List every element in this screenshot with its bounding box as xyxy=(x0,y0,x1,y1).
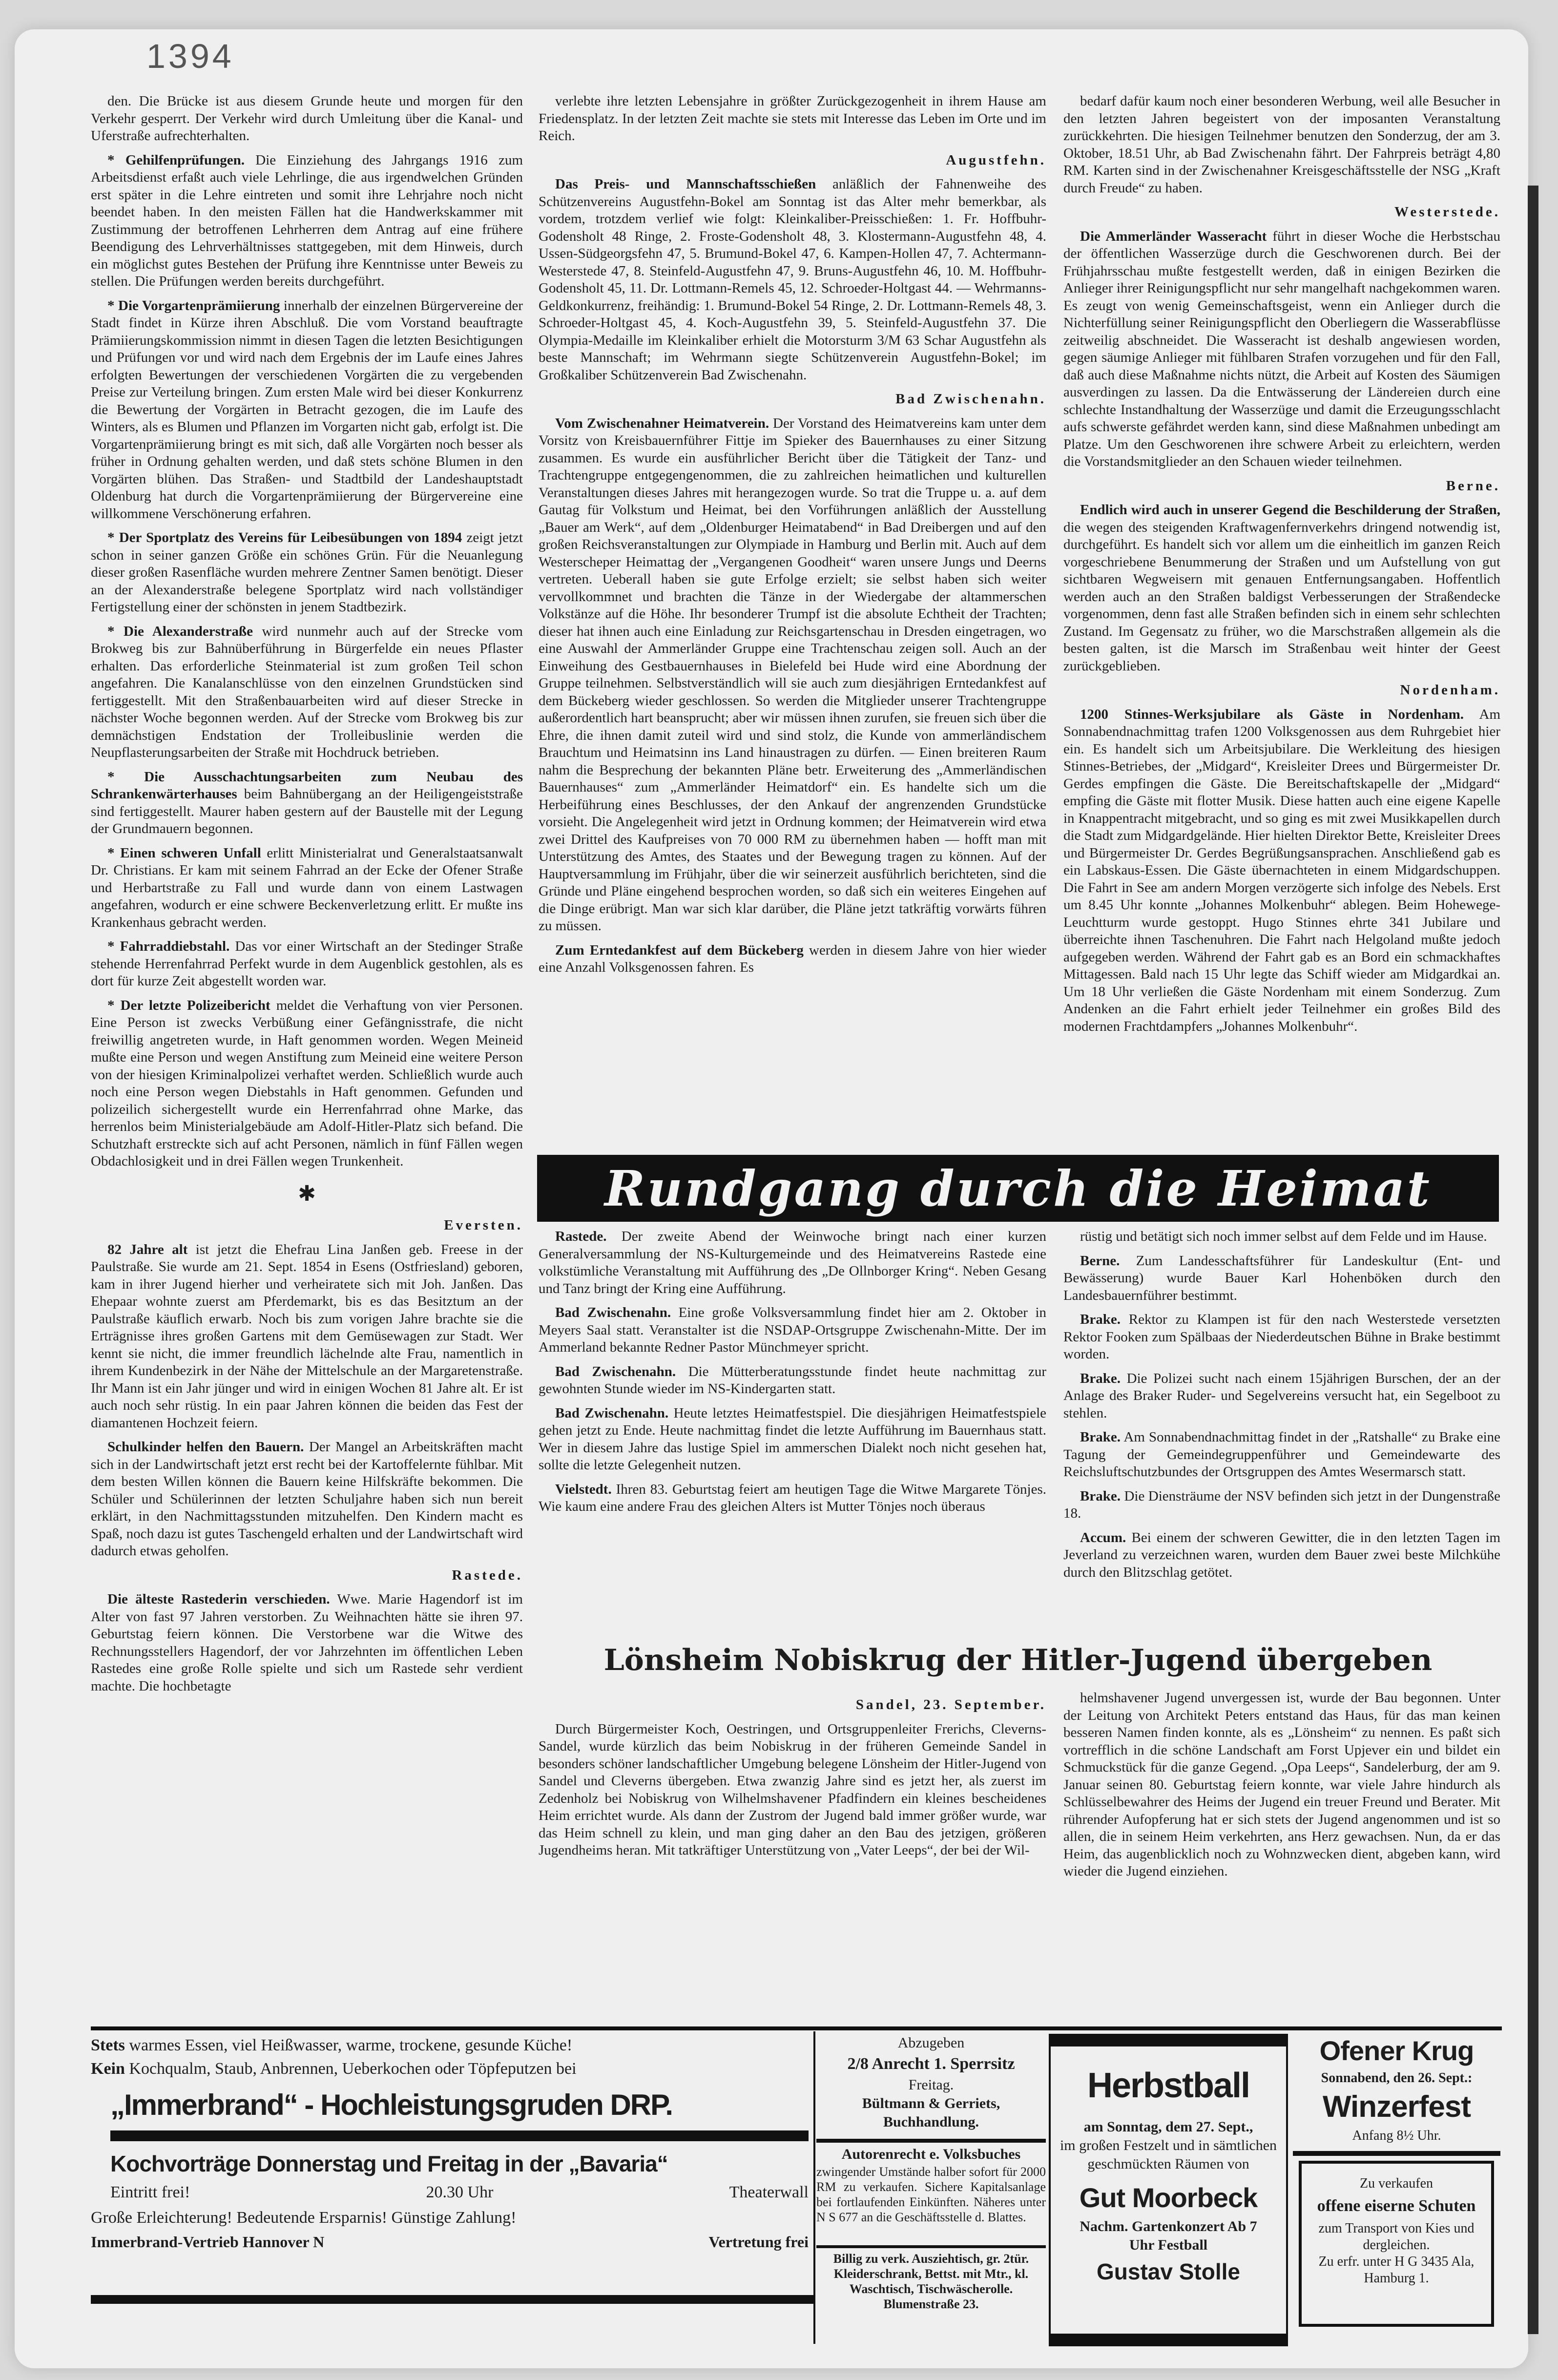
ad-schuten xyxy=(1299,2161,1494,2327)
middle-column-top xyxy=(539,93,1046,1148)
paragraph-text: Der zweite Abend der Weinwoche bringt nach einer kurzen Generalversammlung der NS-Kulturgemeinde und des Heimatvereins Rastede eine volkstümliche Veranstaltung mit Aufführung des „De Ollnborger Kring“. Neben Gesang und Tanz bringt der Kring eine Aufführung. xyxy=(539,1229,1046,1296)
paragraph-lead: Bad Zwischenahn. xyxy=(555,1405,669,1421)
ad-immerbrand xyxy=(91,2034,809,2252)
paragraph-text: Zum Landesschaftsführer für Landeskultur (Ent- und Bewässerung) wurde Bauer Karl Hohenböken durch den Landesbauernführer bestimmt. xyxy=(1063,1253,1500,1303)
paragraph-lead: Die Ammerländer Wasseracht xyxy=(1080,228,1267,244)
section-heading: Berne. xyxy=(1446,478,1500,494)
ad-date: Sonnabend, den 26. Sept.: xyxy=(1321,2070,1473,2086)
paragraph-text: Die Diensträume der NSV befinden sich jetzt in der Dungenstraße 18. xyxy=(1063,1488,1500,1521)
middle-column-bottom xyxy=(539,1690,1046,2019)
section-banner xyxy=(537,1155,1499,1222)
paragraph-text: Eine große Volksversammlung findet hier am 2. Oktober in Meyers Saal statt. Veranstalter ist die NSDAP-Ortsgruppe Zwischenahn-Mitte. Der im Ammerland bekannte Redner Pastor Münchmeyer spricht. xyxy=(539,1305,1046,1355)
paragraph-text: Der Mangel an Arbeitskräften macht sich in der Landwirtschaft jetzt erst recht bei der Kartoffelernte fühlbar. Mit dem besten Willen können die Bauern keine Hilfskräfte bekommen. Die Schüler und Schülerinnen der letzten Schuljahre haben sich nun bereit erklärt, in den Nachmittagsstunden mitzuhelfen. Den Kindern macht es Spaß, noch dazu ist gutes Taschengeld erhalten und der Landwirtschaft wird dadurch etwas geholfen. xyxy=(91,1439,523,1559)
section-heading: Rastede. xyxy=(452,1567,523,1583)
separator-asterisk: ✱ xyxy=(298,1181,316,1206)
section-heading: Eversten. xyxy=(444,1217,523,1233)
article-paragraph xyxy=(91,769,523,838)
ad-event: Winzerfest xyxy=(1323,2090,1471,2124)
ad-text: zwingender Umstände halber sofort für 2000 RM zu verkaufen. Sichere Kapitalsanlage bei fortlaufenden Einkünften. Näheres unter N S 677 an die Geschäftsstelle d. Blattes. xyxy=(816,2165,1046,2224)
ad-slogan: Große Erleichterung! Bedeutende Ersparnis! Günstige Zahlung! xyxy=(91,2209,517,2227)
paragraph-text: helmshavener Jugend unvergessen ist, wurde der Bau begonnen. Unter der Leitung von Architekt Peters entstand das Haus, für das man keinen besseren Namen finden konnte, als es „Lönsheim“ zu nennen. Es paßt sich vortrefflich in die schöne Landschaft am Forst Upjever ein und bildet ein Schmuckstück für die ganze Gegend. „Opa Leeps“, Sandelerburg, der am 9. Januar seinen 80. Geburtstag feiern konnte, war viele Jahre hindurch als Schlüsselbewahrer des Heims der Jugend ein treuer Freund und Berater. Mit rührender Aufopferung hat er sich stets der Jugend angenommen und ist so allen, die in seinem Heim verkehrten, ans Herz gewachsen. Nun, da er das Heim, das augenblicklich noch zu Wohnzwecken dient, abgeben kann, wird wieder die Jugend einziehen. xyxy=(1063,1690,1500,1879)
paragraph-lead: 82 Jahre alt xyxy=(107,1241,188,1257)
right-column-bottom xyxy=(1063,1690,1500,2019)
paragraph-lead: Endlich wird auch in unserer Gegend die Beschilderung der Straßen, xyxy=(1080,502,1500,518)
article-paragraph xyxy=(539,942,1046,977)
paragraph-lead: * Die Ausschachtungsarbeiten zum Neubau des Schrankenwärterhauses xyxy=(91,769,523,802)
ad-lead-kein: Kein xyxy=(91,2060,125,2078)
paragraph-lead: * Der letzte Polizeibericht xyxy=(107,997,270,1013)
paragraph-text: Wwe. Marie Hagendorf ist im Alter von fast 97 Jahren verstorben. Zu Weihnachten hätte sie ihren 97. Geburtstag feiern können. Die Verstorbene war die Witwe des Rechnungsstellers Hagendorf, der vor Jahrzehnten im öffentlichen Leben Rastedes eine große Rolle spielte und sich um Rastede sehr verdient machte. Die hochbetagte xyxy=(91,1591,523,1694)
paragraph-text: Ihren 83. Geburtstag feiert am heutigen Tage die Witwe Margarete Tönjes. Wie kaum eine andere Frau des gleichen Alters ist Mutter Tönjes noch überaus xyxy=(539,1481,1046,1514)
paragraph-text: innerhalb der einzelnen Bürgervereine der Stadt findet in Kürze ihren Abschluß. Die vom Vorstand beauftragte Prämiierungskommission nimmt in diesen Tagen die letzten Besichtigungen und Prüfungen vor und wird nach dem Ergebnis der im Laufe eines Jahres erfolgten Bewertungen der verschiedenen Vorgärten die zu vergebenden Preise zur Verteilung bringen. Zum ersten Male wird bei dieser Konkurrenz die Bewertung der Vorgärten in Betracht gezogen, die im Laufe des Winters, als es Blumen und Pflanzen im Vorgarten nicht gab, erfolgt ist. Die Vorgartenprämiierung bringt es mit sich, daß alle Vorgärten noch besser als früher in Ordnung gehalten werden, und daß stets schöne Blumen in den Vorgärten blühen. Das Straßen- und Stadtbild der Landeshauptstadt Oldenburg hat durch die Vorgartenprämiierung der Bürgervereine eine willkommene Verschönerung erfahren. xyxy=(91,297,523,522)
article-paragraph xyxy=(1063,93,1500,197)
ad-seller: Bültmann & Gerriets, Buchhandlung. xyxy=(862,2095,1000,2130)
ad-rule xyxy=(816,2245,1046,2248)
article-paragraph xyxy=(539,176,1046,384)
paragraph-lead: Zum Erntedankfest auf dem Bückeberg xyxy=(555,942,804,958)
ad-title: Ofener Krug xyxy=(1319,2035,1474,2066)
ad-line: Kochqualm, Staub, Anbrennen, Ueberkochen oder Töpfeputzen bei xyxy=(129,2060,577,2078)
paragraph-lead: * Der Sportplatz des Vereins für Leibesübungen von 1894 xyxy=(107,530,462,545)
ad-billig xyxy=(816,2251,1046,2312)
paragraph-text: bedarf dafür kaum noch einer besonderen Werbung, weil alle Besucher in den letzten Jahren begeistert von der imposanten Veranstaltung zurückkehrten. Die hiesigen Teilnehmer benutzen den Sonderzug, der am 3. Oktober, 18.51 Uhr, ab Bad Zwischenahn fährt. Der Fahrpreis beträgt 4,80 RM. Karten sind in der Zwischenahner Kreisgeschäftsstelle der NSG „Kraft durch Freude“ zu haben. xyxy=(1063,93,1500,196)
ad-venue: Gut Moorbeck xyxy=(1079,2182,1258,2213)
ads-bottom-rule xyxy=(91,2295,813,2304)
paragraph-lead: Accum. xyxy=(1080,1529,1126,1545)
ad-company: Immerbrand-Vertrieb Hannover N xyxy=(91,2233,325,2251)
ad-line: warmes Essen, viel Heißwasser, warme, trockene, gesunde Küche! xyxy=(129,2036,573,2054)
ad-title: „Immerbrand“ - Hochleistungsgruden DRP. xyxy=(110,2088,673,2121)
paragraph-lead: Das Preis- und Mannschaftsschießen xyxy=(555,176,816,192)
ad-herbstball xyxy=(1049,2034,1288,2346)
right-column-mid xyxy=(1063,1228,1500,1624)
article-paragraph xyxy=(91,1591,523,1695)
paragraph-text: Der Vorstand des Heimatvereins kam unter dem Vorsitz von Kreisbauernführer Fittje im Spieker des Bauernhauses zu einer Sitzung zusammen. Es wurde ein ausführlicher Bericht über die Tätigkeit der Tanz- und Trachtengruppe entgegengenommen, die zu zahlreichen heimatlichen und kulturellen Veranstaltungen dieses Jahres mit herangezogen wurde. So trat die Truppe u. a. auf dem Gautag für Volkstum und Heimat, bei den Vorführungen anläßlich der Ausstellung „Bauer am Werk“, auf dem „Oldenburger Heimatabend“ in Bad Dreibergen und auf den großen Reichsveranstaltungen zur Olympiade in Hamburg und Berlin mit. Auch auf dem Westerscheper Heimattag der „Vergangenen Goodheit“ waren unsere Jungs und Deerns vertreten. Ueberall haben sie gute Erfolge erzielt; sie selbst haben sich weiter vervollkommnet und brachten die Tänze in der Wiedergabe der altammerschen Volkstänze auf die Höhe. Ihr besonderer Trumpf ist die absolute Echtheit der Trachten; dieser hat ihnen auch eine Einladung zur Reichsgartenschau in Dresden eingetragen, wo eine Auswahl der Ammerländer Gruppe eine Trachtenschau zeigen soll. Auch an der Einweihung des Gestbauernhauses in Bielefeld bei Hude wird eine Abordnung der Gruppe teilnehmen. Selbstverständlich will sie auch zum diesjährigen Erntedankfest auf dem Bückeberg wieder geschlossen. So werden die Mitglieder unserer Trachtengruppe außerordentlich hart beansprucht; aber wir müssen ihnen zurufen, sie freuen sich über die Ehre, die ihnen damit zuteil wird und sind stolz, die Kunde von ammerländischem Brauchtum und Heimatsinn ins Land hinaustragen zu dürfen. — Einen breiteren Raum nahm die Besprechung der bekannten Pläne betr. Erweiterung des „Ammerländischen Bauernhauses“ zum „Ammerländer Heimatdorf“ ein. Es handelte sich um die Herbeiführung eines Beschlusses, der den Ankauf der angrenzenden Grundstücke vorsieht. Die Angelegenheit wird jetzt in Ordnung kommen; der Heimatverein wird etwa zwei Drittel des Kaufpreises von 70 000 RM zu übernehmen haben — hofft man mit Unterstützung des Amtes, des Staates und der Bewegung tragen zu können. Auf der Hauptversammlung im Frühjahr, über die wir seinerzeit ausführlich berichteten, sind die Gründe und Pläne eingehend besprochen worden, so daß sich ein weiteres Eingehen auf die Dinge erübrigt. Man war sich klar darüber, die Pläne jetzt tatkräftig vorwärts führen zu müssen. xyxy=(539,415,1046,934)
ad-place: im großen Festzelt und in sämtlichen geschmückten Räumen von xyxy=(1059,2137,1277,2172)
paragraph-text: Die Einziehung des Jahrgangs 1916 zum Arbeitsdienst erfaßt auch viele Lehrlinge, die aus irgendwelchen Gründen erst später in die Lehre eintreten und somit ihre Lehrjahre noch nicht beendet haben. In den meisten Fällen hat die Handwerkskammer mit Zustimmung der betroffenen Lehrherren dem Antrag auf eine frühere Beendigung des Lehrverhältnisses stattgegeben, mit dem Hinweis, durch ein möglichst gutes Bestehen der Prüfung ihre Kenntnisse unter Beweis zu stellen. Die Prüfungen werden bereits durchgeführt. xyxy=(91,152,523,289)
paragraph-lead: Brake. xyxy=(1080,1312,1121,1327)
section-heading: Bad Zwischenahn. xyxy=(895,391,1046,407)
article-paragraph xyxy=(539,1363,1046,1398)
paragraph-text: Rektor zu Klampen ist für den nach Westerstede versetzten Rektor Fooken zum Spälbaas der Niederdeutschen Bühne in Brake bestimmt worden. xyxy=(1063,1312,1500,1362)
ad-title: Autorenrecht e. Volksbuches xyxy=(841,2146,1021,2162)
article-paragraph xyxy=(91,623,523,762)
article-paragraph xyxy=(91,1439,523,1560)
ad-text: zum Transport von Kies und dergleichen. xyxy=(1318,2221,1475,2253)
paragraph-text: Heute letztes Heimatfestspiel. Die diesjährigen Heimatfestspiele gehen jetzt zu Ende. Heute nachmittag findet die letzte Aufführung im Bauernhaus statt. Wer in diesem Jahre das lustige Spiel im ammerschen Dialekt noch nicht gesehen hat, sollte die letzte Gelegenheit nutzen. xyxy=(539,1405,1046,1473)
ad-separator xyxy=(813,2031,815,2344)
article-headline: Lönsheim Nobiskrug der Hitler-Jugend übergeben xyxy=(603,1643,1433,1677)
ad-bar xyxy=(1051,2334,1286,2346)
ad-bar xyxy=(1051,2034,1286,2046)
article-paragraph xyxy=(91,297,523,523)
paragraph-text: die wegen des steigenden Kraftwagenfernverkehrs dringend notwendig ist, durchgeführt. Es handelt sich vor allem um die einheitlich im ganzen Reich vorgeschriebene Benummerung der Straßen und um Aufstellung von gut sichtbaren Wegweisern mit genauen Entfernungsangaben. Hoffentlich werden auch an den Straßen baldigst Verbesserungen der Straßendecke vorgenommen, denn fast alle Straßen befinden sich in einem sehr schlechten Zustand. Im Gegensatz zu früher, wo die Marschstraßen allgemein als die besten galten, ist die Marsch im Straßenbau weit hinter der Geest zurückgeblieben. xyxy=(1063,519,1500,674)
paragraph-text: meldet die Verhaftung von vier Personen. Eine Person ist zwecks Verbüßung einer Gefängnisstrafe, die nicht freiwillig angetreten wurde, in Haft genommen worden. Wegen Meineid mußte eine Person und wegen Anstiftung zum Meineid eine weitere Person von der hiesigen Kriminalpolizei verhaftet werden. Schließlich wurde auch noch eine Person wegen Diebstahls in Haft genommen. Gefunden und polizeilich sichergestellt wurde ein Herrenfahrrad ohne Marke, das herrenlos beim Ministerialgebäude am Adolf-Hitler-Platz sich befand. Die Schutzhaft erstreckte sich auf acht Personen, nämlich in fünf Fällen wegen Obdachlosigkeit und in drei Fällen wegen Trunkenheit. xyxy=(91,997,523,1169)
article-paragraph xyxy=(91,529,523,616)
article-paragraph xyxy=(1063,1529,1500,1582)
ad-rule xyxy=(816,2139,1046,2143)
article-paragraph xyxy=(1063,1311,1500,1363)
section-heading: Augustfehn. xyxy=(946,152,1046,168)
article-paragraph xyxy=(539,1405,1046,1474)
ad-day: Freitag. xyxy=(908,2077,954,2093)
article-paragraph xyxy=(91,938,523,990)
ad-subtitle: Kochvorträge Donnerstag und Freitag in der „Bavaria“ xyxy=(110,2151,668,2176)
article-paragraph xyxy=(1063,1228,1500,1246)
ad-autorenrecht xyxy=(816,2145,1046,2225)
paragraph-lead: * Fahrraddiebstahl. xyxy=(107,939,230,954)
section-heading: Westerstede. xyxy=(1394,204,1500,220)
paragraph-lead: Die älteste Rastederin verschieden. xyxy=(107,1591,330,1607)
article-paragraph xyxy=(539,1481,1046,1516)
paragraph-text: Am Sonnabendnachmittag trafen 1200 Volksgenossen aus dem Ruhrgebiet hier ein. Es handelt sich um Arbeitsjubilare. Die Werkleitung des hiesigen Stinnes-Betriebes, der „Midgard“, Kreisleiter Drees und Bürgermeister Dr. Gerdes empfingen die Gäste. Die Bereitschaftskapelle der „Midgard“ empfing die Gäste mit flotter Musik. Diese hatten auch eine eigene Kapelle in Knappentracht mitgebracht, und so ging es mit zwei Musikkapellen durch die Stadt zum Midgardgelände. Hier hielten Direktor Bette, Kreisleiter Drees und Bürgermeister Dr. Gerdes Begrüßungsansprachen. Anschließend gab es ein Labskaus-Essen. Die Gäste übernachteten in einem Midgardschuppen. Die Fahrt in See am andern Morgen verzögerte sich infolge des Nebels. Erst um 8.45 Uhr konnte „Johannes Molkenbuhr“ ablegen. Beim Hohewege-Leuchtturm wurde gestoppt. Hugo Stinnes ehrte 341 Jubilare und überreichte ihnen Taschenuhren. Die Fahrt nach Helgoland mußte jedoch aufgegeben werden. Während der Fahrt gab es an Bord ein schmackhaftes Mittagessen. Bald nach 15 Uhr legte das Schiff wieder am Midgardkai an. Um 18 Uhr verließen die Gäste Nordenham mit einem Sonderzug. Zum Andenken an die Fahrt erhielt jeder Teilnehmer ein großes Bild des modernen Frachtdampfers „Johannes Molkenbuhr“. xyxy=(1063,706,1500,1034)
ad-date: am Sonntag, dem 27. Sept., xyxy=(1083,2119,1253,2135)
article-paragraph xyxy=(539,1721,1046,1859)
ad-title: 2/8 Anrecht 1. Sperrsitz xyxy=(847,2055,1015,2073)
section-heading: Nordenham. xyxy=(1400,682,1500,698)
right-column-top xyxy=(1063,93,1500,1148)
paragraph-text: Bei einem der schweren Gewitter, die in den letzten Tagen im Jeverland zu verzeichnen waren, wurden dem Bauer zwei beste Milchkühe durch den Blitzschlag getötet. xyxy=(1063,1529,1500,1580)
article-paragraph xyxy=(539,415,1046,935)
ad-contact: Zu erfr. unter H G 3435 Ala, Hamburg 1. xyxy=(1318,2254,1475,2286)
ad-program: Nachm. Gartenkonzert Ab 7 Uhr Festball xyxy=(1080,2218,1257,2253)
article-paragraph xyxy=(1063,228,1500,471)
paragraph-lead: Schulkinder helfen den Bauern. xyxy=(107,1439,304,1455)
paragraph-lead: Brake. xyxy=(1080,1429,1121,1445)
ad-ofener-krug xyxy=(1293,2034,1500,2156)
paragraph-text: Das vor einer Wirtschaft an der Stedinger Straße stehende Herrenfahrrad Perfekt wurde in dem Augenblick gestohlen, als es dort für kurze Zeit abgestellt worden war. xyxy=(91,939,523,989)
paragraph-text: Am Sonnabendnachmittag findet in der „Ratshalle“ zu Brake eine Tagung der Gemeindegruppenführer und Gemeindewarte des Reichsluftschutzbundes der Ortsgruppen des Amtes Wesermarsch statt. xyxy=(1063,1429,1500,1480)
paragraph-lead: * Die Vorgartenprämiierung xyxy=(107,297,280,313)
paragraph-lead: Brake. xyxy=(1080,1370,1121,1386)
ad-top: Abzugeben xyxy=(897,2035,965,2051)
paragraph-lead: Vom Zwischenahner Heimatverein. xyxy=(555,415,769,431)
paragraph-text: werden in diesem Jahre von hier wieder eine Anzahl Volksgenossen fahren. Es xyxy=(539,942,1046,975)
section-heading: Sandel, 23. September. xyxy=(855,1697,1046,1712)
paragraph-lead: Vielstedt. xyxy=(555,1481,612,1497)
paragraph-lead: Brake. xyxy=(1080,1488,1121,1504)
paragraph-text: verlebte ihre letzten Lebensjahre in größter Zurückgezogenheit in ihrem Hause am Friedensplatz. In der letzten Zeit machte sie stets mit Interesse das Leben im Orte und im Reich. xyxy=(539,93,1046,144)
ad-lead-stets: Stets xyxy=(91,2036,125,2054)
left-column xyxy=(91,93,523,2019)
paragraph-text: Die Polizei sucht nach einem 15jährigen Burschen, der an der Anlage des Braker Ruder- und Segelvereins versucht hat, ein Segelboot zu stehlen. xyxy=(1063,1370,1500,1421)
ad-top: Zu verkaufen xyxy=(1359,2176,1433,2191)
paragraph-lead: * Die Alexanderstraße xyxy=(107,623,253,639)
paragraph-lead: Bad Zwischenahn. xyxy=(555,1363,676,1379)
page-number: 1394 xyxy=(146,37,234,75)
paragraph-text: rüstig und betätigt sich noch immer selbst auf dem Felde und im Hause. xyxy=(1080,1229,1487,1244)
article-paragraph xyxy=(91,152,523,291)
article-paragraph xyxy=(1063,1488,1500,1523)
paragraph-text: beim Bahnübergang an der Heiligengeiststraße sind fertiggestellt. Maurer haben gestern auf der Baustelle mit der Legung der Grundmauern begonnen. xyxy=(91,786,523,836)
paragraph-text: den. Die Brücke ist aus diesem Grunde heute und morgen für den Verkehr gesperrt. Der Verkehr wird durch Umleitung über die Kanal- und Uferstraße aufrechterhalten. xyxy=(91,93,523,144)
article-paragraph xyxy=(1063,1429,1500,1481)
article-paragraph xyxy=(91,93,523,145)
article-paragraph xyxy=(539,1304,1046,1357)
article-paragraph xyxy=(1063,1690,1500,1880)
banner-title: Rundgang durch die Heimat xyxy=(595,1160,1441,1217)
article-paragraph xyxy=(91,997,523,1170)
paragraph-lead: Rastede. xyxy=(555,1229,607,1244)
paragraph-text: wird nunmehr auch auf der Strecke vom Brokweg bis zur Bahnüberführung in Bürgerfelde ein neues Pflaster erhalten. Das erforderliche Steinmaterial ist zum großen Teil schon angefahren. Die Kanalanschlüsse von den einzelnen Grundstücken sind fertiggestellt. Mit den Straßenbauarbeiten wird auf dieser Strecke in nächster Woche begonnen werden. Auf der Strecke vom Brokweg bis zur demnächstigen Endstation der Trolleibuslinie werden die Neupflasterungsarbeiten der Straße mit Hochdruck betrieben. xyxy=(91,623,523,760)
paragraph-text: anläßlich der Fahnenweihe des Schützenvereins Augustfehn-Bokel am Sonntag ist das Alter mehr bemerkbar, als vordem, trotzdem verlief wie folgt: Kleinkaliber-Preisschießen: 1. Fr. Hoffbuhr-Godensholt 48 Ringe, 2. Froste-Godensholt 48, 3. Klostermann-Augustfehn 48, 4. Ussen-Südgeorgsfehn 47, 5. Brumund-Bokel 47, 6. Kampen-Hollen 47, 7. Achtermann-Westerstede 47, 8. Steinfeld-Augustfehn 47, 9. Bruns-Augustfehn 46, 10. M. Hoffbuhr-Godensholt 45, 11. Dr. Lottmann-Remels 45, 12. Schroeder-Holtgast 44. — Wehrmanns-Geldkonkurrenz, freihändig: 1. Brumund-Bokel 54 Ringe, 2. Dr. Lottmann-Remels 48, 3. Schroeder-Holtgast 45, 4. Koch-Augustfehn 39, 5. Steinfeld-Augustfehn 37. Die Olympia-Medaille im Kleinkaliber erhielt die Motorsturm 3/M 63 Schar Augustfehn als beste Mannschaft; im Wehrmann siegte Schützenverein Augustfehn-Bokel; im Großkaliber Schützenverein Bad Zwischenahn. xyxy=(539,176,1046,383)
article-paragraph xyxy=(91,845,523,932)
article-paragraph xyxy=(539,1228,1046,1297)
ads-top-rule xyxy=(91,2026,1502,2030)
article-paragraph xyxy=(1063,1370,1500,1422)
ad-title: offene eiserne Schuten xyxy=(1317,2197,1476,2215)
page-edge xyxy=(1528,186,1538,2334)
paragraph-lead: 1200 Stinnes-Werksjubilare als Gäste in Nordenham. xyxy=(1080,706,1464,722)
ad-text: Billig zu verk. Ausziehtisch, gr. 2tür. Kleiderschrank, Bettst. mit Mtr., kl. Waschtisch, Tischwäscherolle. Blumenstraße 23. xyxy=(833,2252,1029,2311)
article-paragraph xyxy=(1063,1253,1500,1305)
ad-entry: Eintritt frei! xyxy=(110,2183,190,2201)
article-paragraph xyxy=(539,93,1046,145)
article-paragraph xyxy=(1063,706,1500,1036)
ad-start: Anfang 8½ Uhr. xyxy=(1352,2128,1441,2143)
paragraph-lead: * Gehilfenprüfungen. xyxy=(107,152,245,168)
ad-title: Herbstball xyxy=(1087,2066,1250,2105)
ad-sperrsitz xyxy=(816,2034,1046,2131)
middle-column-mid xyxy=(539,1228,1046,1624)
article-paragraph xyxy=(1063,501,1500,675)
ad-divider xyxy=(110,2130,809,2141)
paragraph-text: erlitt Ministerialrat und Generalstaatsanwalt Dr. Christians. Er kam mit seinem Fahrrad an der Ecke der Ofener Straße und Herbartstraße zu Fall und wurde dann von einem Lastwagen angefahren, wodurch er eine schwere Beckenverletzung erlitt. Er mußte ins Krankenhaus gebracht werden. xyxy=(91,845,523,930)
paragraph-text: ist jetzt die Ehefrau Lina Janßen geb. Freese in der Paulstraße. Sie wurde am 21. Sept. 1854 in Esens (Ostfriesland) geboren, kam in ihrer Jugend hierher und verheiratete sich mit Joh. Janßen. Das Ehepaar wohnte zuerst am Pferdemarkt, bis es das Besitztum an der Paulstraße käuflich erwarb. Noch bis zum vorigen Jahre brachte sie die Erträgnisse ihres großen Gartens mit dem Gemüsewagen zur Stadt. Wer kennt sie nicht, die immer freundlich lächelnde alte Frau, namentlich in ihrem Kundenbezirk in der Nähe der Mittelschule an der Margaretenstraße. Ihr Mann ist ein Jahr jünger und wird in einigen Wochen 81 Jahre alt. Er ist auch noch sehr rüstig. In ein paar Jahren können die beiden das Fest der diamantenen Hochzeit feiern. xyxy=(91,1241,523,1431)
ad-place: Theaterwall xyxy=(729,2183,809,2201)
article-paragraph xyxy=(91,1241,523,1432)
ad-time: 20.30 Uhr xyxy=(426,2183,494,2201)
paragraph-text: zeigt jetzt schon in seiner ganzen Größe ein schönes Grün. Für die Neuanlegung dieser großen Rasenfläche wurden mehrere Zentner Samen benötigt. Dieser an der Alexanderstraße belegene Sportplatz wird nach vollständiger Fertigstellung einer der schönsten in jenem Stadtbezirk. xyxy=(91,530,523,615)
paragraph-lead: Berne. xyxy=(1080,1253,1120,1269)
ad-host: Gustav Stolle xyxy=(1097,2259,1240,2284)
paragraph-text: führt in dieser Woche die Herbstschau der öffentlichen Wasserzüge durch die Geschworenen durch. Bei der Frühjahrsschau mußte festgestellt werden, daß in einigen Bezirken die Anlieger ihrer Reinigungspflicht nur sehr mangelhaft nachgekommen waren. Es zeugt von wenig Gemeinschaftsgeist, wenn ein Anlieger durch die Nichterfüllung seiner Reinigungspflicht den Oberliegern die Wasserabflüsse zeitweilig abschneidet. Die Wasseracht ist deshalb angewiesen worden, gegen säumige Anlieger mit fühlbaren Strafen vorzugehen und für den Fall, daß auch diese Maßnahme nichts nützt, die Arbeit auf Kosten des Säumigen ausverdingen zu lassen. Da die Entwässerung der Ländereien durch eine schlechte Instandhaltung der Wasserzüge und damit die Erzeugungsschlacht aufs schwerste gefährdet werden kann, sind diese Maßnahmen unbedingt am Platze. Um den Geschworenen ihre schwere Arbeit zu erleichtern, werden die Vorstandsmitglieder an den Schauen wieder teilnehmen. xyxy=(1063,228,1500,469)
ad-agency: Vertretung frei xyxy=(708,2233,809,2251)
paragraph-lead: * Einen schweren Unfall xyxy=(107,845,261,861)
paragraph-text: Die Mütterberatungsstunde findet heute nachmittag zur gewohnten Stunde wieder im NS-Kindergarten statt. xyxy=(539,1363,1046,1397)
paragraph-lead: Bad Zwischenahn. xyxy=(555,1305,671,1320)
paragraph-text: Durch Bürgermeister Koch, Oestringen, und Ortsgruppenleiter Frerichs, Cleverns-Sandel, wurde kürzlich das beim Nobiskrug in der früheren Gemeinde Sandel in besonders schöner landschaftlicher Umgebung belegene Lönsheim der Hitler-Jugend von Sandel und Cleverns übergeben. Etwa zwanzig Jahre sind es jetzt her, als zuerst im Zedenholz bei Nobiskrug von Wilhelmshavener Pfadfindern ein kleines bescheidenes Heim errichtet wurde. Als dann der Zustrom der Jugend bald immer größer wurde, war das Heim schnell zu klein, und man ging daher an den Bau des jetzigen, größeren Jugendheims heran. Mit tatkräftiger Unterstützung von „Vater Leeps“, der bei der Wil- xyxy=(539,1721,1046,1858)
